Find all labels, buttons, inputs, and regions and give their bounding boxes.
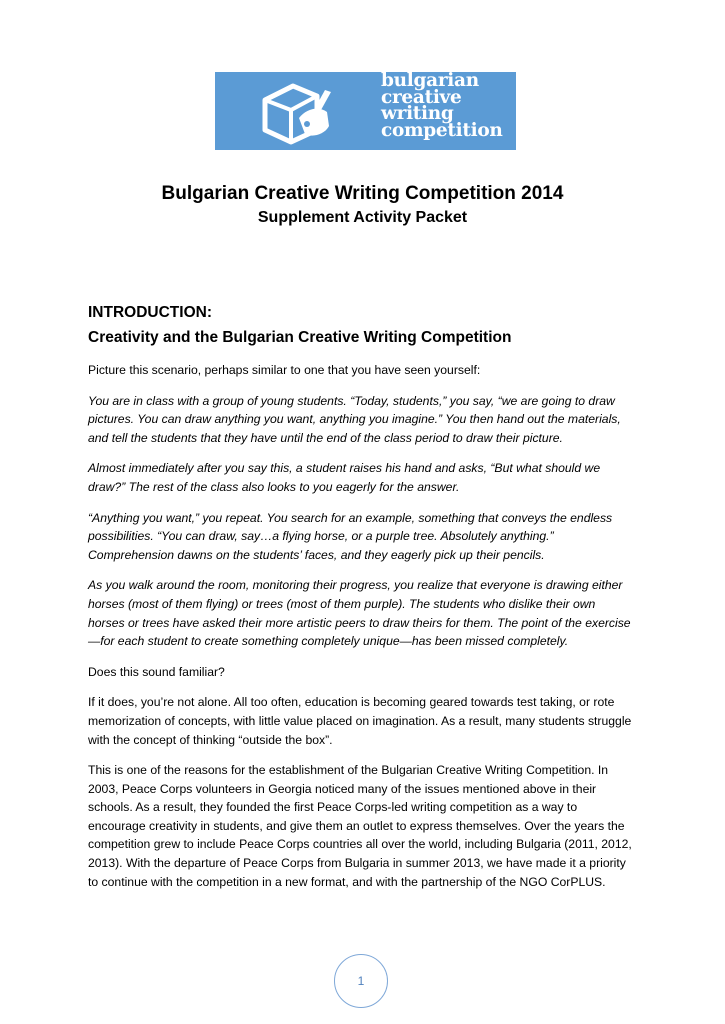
paragraph: Does this sound familiar?	[88, 664, 225, 679]
paragraph: If it does, you’re not alone. All too often, education is becoming geared towards test taking, or rote memorization of concepts, with little value placed on imagination. As a result, many students struggle with the concept of thinking “outside the box”.	[88, 695, 632, 747]
competition-logo	[215, 72, 516, 150]
logo-line: writing	[381, 103, 454, 124]
paragraph: Picture this scenario, perhaps similar to one that you have seen yourself:	[88, 363, 481, 377]
logo-line: creative	[381, 86, 462, 108]
paragraph: You are in class with a group of young students. “Today, students,” you say, “we are going to draw pictures. You can draw anything you want, anything you imagine.” You then hand out the materials, and tell the students that they have until the end of the class period to draw their picture.	[88, 393, 621, 445]
paragraph: This is one of the reasons for the establishment of the Bulgarian Creative Writing Competition. In 2003, Peace Corps volunteers in Georgia noticed many of the issues mentioned above in their schools. As a result, they founded the first Peace Corps-led writing competition as a way to encourage creativity in students, and give them an outlet to express themselves. Over the years the competition grew to include Peace Corps countries all over the world, including Bulgaria (2011, 2012, 2013). With the departure of Peace Corps from Bulgaria in summer 2013, we have made it a priority to continue with the competition in a new format, and with the partnership of the NGO CorPLUS.	[88, 763, 632, 889]
paragraph: “Anything you want,” you repeat. You search for an example, something that conveys the endless possibilities. “You can draw, say…a flying horse, or a purple tree. Absolutely anything.” Comprehension dawns on the students’ faces, and they eagerly pick up their pencils.	[88, 510, 613, 562]
head-with-writing-hand-icon	[255, 78, 375, 146]
document-title: Bulgarian Creative Writing Competition 2014	[161, 183, 564, 204]
paragraph: Almost immediately after you say this, a student raises his hand and asks, “But what should we draw?” The rest of the class also looks to you eagerly for the answer.	[88, 461, 601, 494]
body-text	[88, 361, 633, 903]
logo-line: bulgarian	[381, 70, 479, 91]
section-heading: INTRODUCTION:	[88, 304, 212, 321]
logo-line: competition	[381, 119, 503, 141]
document-subtitle: Supplement Activity Packet	[257, 209, 468, 226]
page-number: 1	[334, 954, 388, 1008]
logo-text	[381, 70, 503, 141]
section-subheading: Creativity and the Bulgarian Creative Writing Competition	[88, 329, 512, 346]
paragraph: As you walk around the room, monitoring their progress, you realize that everyone is drawing either horses (most of them flying) or trees (most of them purple). The students who dislike their own horses or trees have asked their more artistic peers to draw theirs for them. The point of the exercise—for each student to create something completely unique—has been missed completely.	[88, 578, 631, 649]
